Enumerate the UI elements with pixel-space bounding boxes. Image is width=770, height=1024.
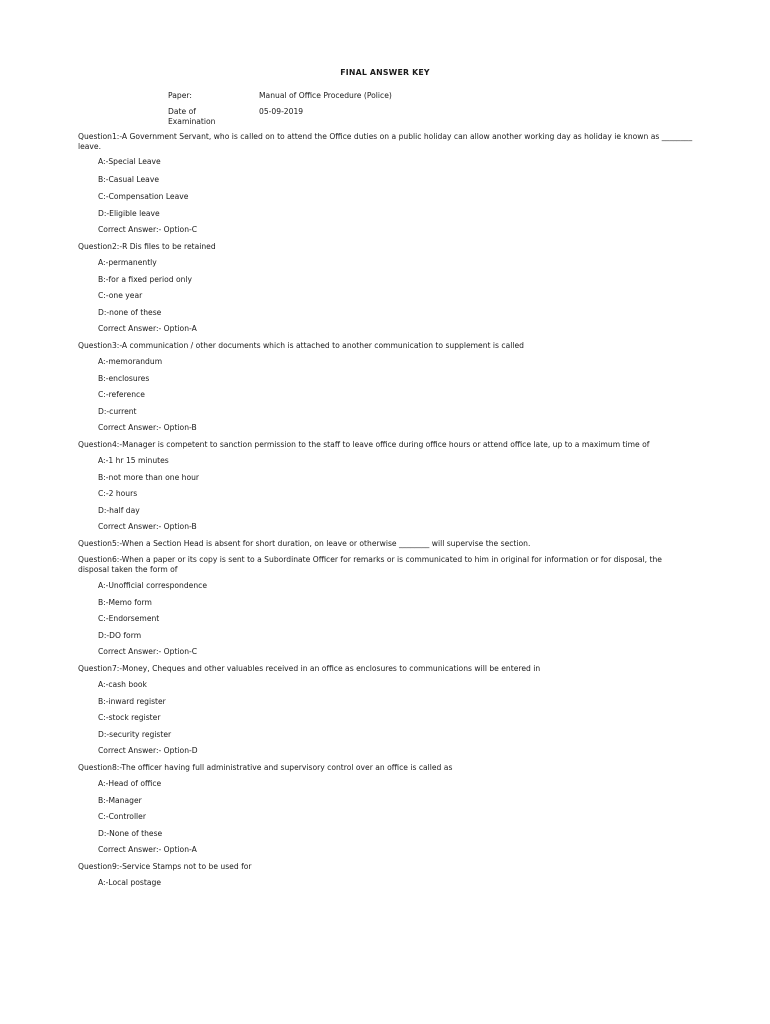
question-block	[78, 341, 693, 433]
option-c: C:-Controller	[98, 812, 146, 821]
option-c: C:-reference	[98, 390, 145, 399]
question-list	[78, 132, 693, 888]
option-b: B:-inward register	[98, 696, 166, 706]
option-a: A:-memorandum	[98, 357, 163, 366]
question-text: Question4:-Manager is competent to sanction permission to the staff to leave office during office hours or attend office late, up to a maximum time of	[78, 439, 650, 449]
question-block	[78, 555, 693, 657]
option-d: D:-security register	[98, 729, 172, 739]
option-b: B:-Casual Leave	[98, 174, 159, 184]
question-block	[78, 539, 693, 549]
question-block	[78, 763, 693, 855]
option-d: D:-current	[98, 406, 137, 416]
option-c: C:-stock register	[98, 713, 161, 722]
question-text: Question8:-The officer having full administrative and supervisory control over an office is called as	[78, 762, 453, 772]
paper-value: Manual of Office Procedure (Police)	[259, 91, 392, 100]
question-text: Question7:-Money, Cheques and other valuables received in an office as enclosures to communications will be entered in	[78, 663, 541, 673]
option-a: A:-Head of office	[98, 779, 162, 788]
correct-answer: Correct Answer:- Option-C	[98, 225, 198, 234]
document-title: FINAL ANSWER KEY	[340, 68, 430, 77]
question-text: Question6:-When a paper or its copy is sent to a Subordinate Officer for remarks or is communicated to him in original for information or for disposal, the disposal taken the form of	[78, 555, 662, 574]
question-text: Question1:-A Government Servant, who is called on to attend the Office duties on a public holiday can allow another working day as holiday ie known as ________ leave.	[78, 132, 693, 151]
correct-answer: Correct Answer:- Option-B	[98, 522, 197, 531]
option-c: C:-2 hours	[98, 489, 138, 498]
question-block	[78, 132, 693, 235]
question-text: Question3:-A communication / other documents which is attached to another communication to supplement is called	[78, 340, 524, 350]
question-text: Question5:-When a Section Head is absent for short duration, on leave or otherwise ________ will supervise the section.	[78, 538, 531, 548]
date-label-line2: Examination	[168, 117, 216, 126]
question-block	[78, 242, 693, 334]
option-a: A:-cash book	[98, 680, 147, 689]
option-d: D:-None of these	[98, 828, 163, 838]
correct-answer: Correct Answer:- Option-A	[98, 324, 197, 333]
option-a: A:-permanently	[98, 258, 157, 267]
option-b: B:-not more than one hour	[98, 472, 200, 482]
date-value: 05-09-2019	[259, 107, 304, 116]
option-c: C:-Compensation Leave	[98, 192, 189, 201]
question-text: Question9:-Service Stamps not to be used for	[78, 861, 252, 871]
question-block	[78, 440, 693, 532]
paper-label: Paper:	[168, 91, 192, 100]
question-text: Question2:-R Dis files to be retained	[78, 241, 216, 251]
option-c: C:-Endorsement	[98, 614, 160, 623]
option-b: B:-Manager	[98, 795, 142, 805]
option-b: B:-for a fixed period only	[98, 274, 193, 284]
option-d: D:-none of these	[98, 307, 162, 317]
option-a: A:-Special Leave	[98, 157, 161, 166]
option-a: A:-Unofficial correspondence	[98, 581, 208, 590]
question-block	[78, 862, 693, 888]
date-label-line1: Date of	[168, 107, 196, 116]
question-block	[78, 664, 693, 756]
correct-answer: Correct Answer:- Option-A	[98, 845, 197, 854]
option-d: D:-half day	[98, 505, 140, 515]
option-b: B:-Memo form	[98, 597, 152, 607]
correct-answer: Correct Answer:- Option-B	[98, 423, 197, 432]
option-a: A:-1 hr 15 minutes	[98, 456, 169, 465]
option-d: D:-DO form	[98, 630, 142, 640]
correct-answer: Correct Answer:- Option-D	[98, 746, 198, 755]
option-b: B:-enclosures	[98, 373, 150, 383]
correct-answer: Correct Answer:- Option-C	[98, 647, 198, 656]
option-a: A:-Local postage	[98, 878, 162, 887]
option-d: D:-Eligible leave	[98, 208, 160, 218]
option-c: C:-one year	[98, 291, 143, 300]
